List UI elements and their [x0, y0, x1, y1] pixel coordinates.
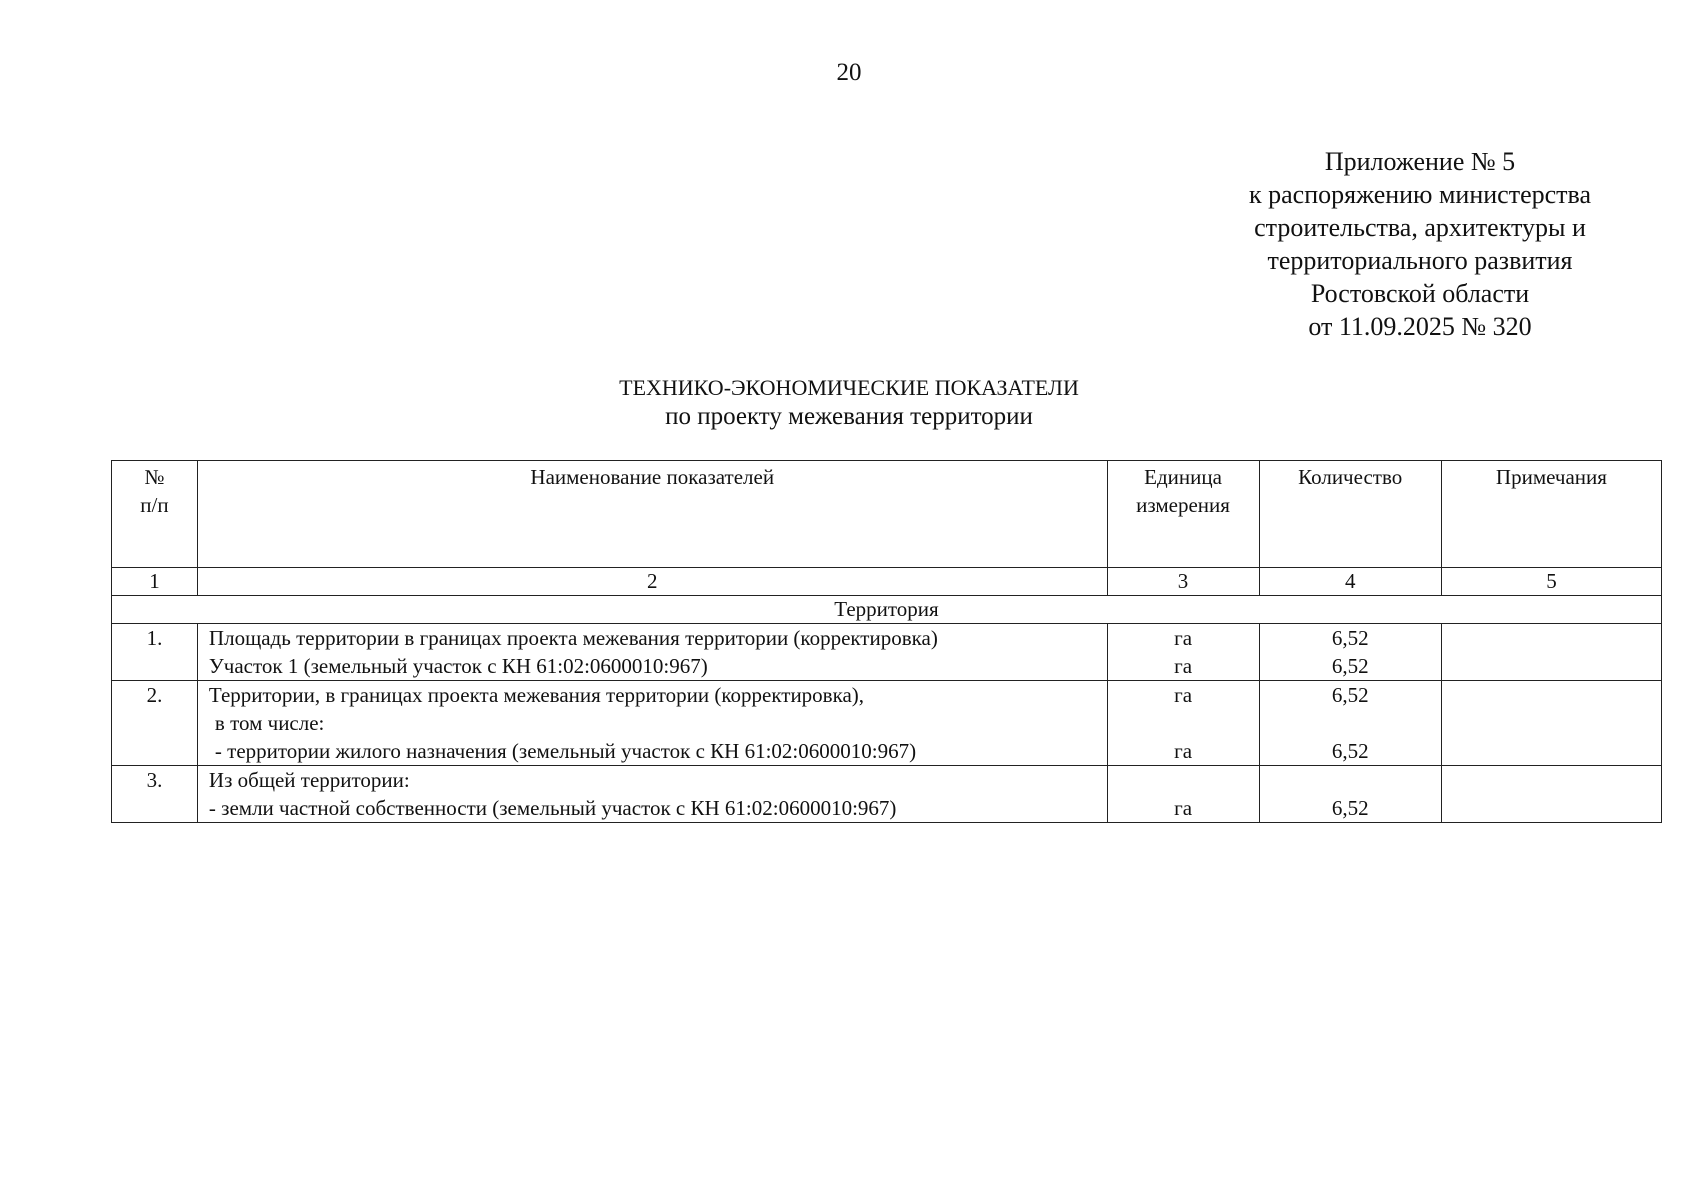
- row-unit: [1107, 681, 1259, 766]
- row-name-line: Из общей территории:: [208, 768, 410, 792]
- header-note: Примечания: [1441, 461, 1661, 568]
- row-name-line: Площадь территории в границах проекта межевания территории (корректировка): [208, 626, 938, 650]
- row-qty-line: 6,52: [1331, 654, 1369, 678]
- header-name: Наименование показателей: [197, 461, 1107, 568]
- row-unit-line: [1114, 709, 1253, 737]
- row-unit-line: га: [1174, 796, 1193, 820]
- row-unit-line: га: [1174, 739, 1193, 763]
- section-row: [112, 596, 1662, 624]
- row-qty-line: 6,52: [1331, 796, 1369, 820]
- row-unit-line: га: [1174, 683, 1193, 707]
- title-line-2: по проекту межевания территории: [665, 403, 1033, 430]
- row-number: 2.: [112, 681, 198, 766]
- appendix-header: [1180, 145, 1660, 343]
- title-line-1: ТЕХНИКО-ЭКОНОМИЧЕСКИЕ ПОКАЗАТЕЛИ: [619, 375, 1079, 400]
- header-num: [112, 461, 198, 568]
- row-name: [197, 766, 1107, 823]
- row-qty-line: [1266, 766, 1435, 794]
- row-qty: [1259, 624, 1441, 681]
- appendix-line: от 11.09.2025 № 320: [1308, 312, 1532, 341]
- appendix-line: Приложение № 5: [1324, 147, 1516, 176]
- column-index: 5: [1441, 568, 1661, 596]
- appendix-line: территориального развития: [1267, 246, 1573, 275]
- header-unit-line: Единица: [1144, 465, 1222, 489]
- table-row: [112, 681, 1662, 766]
- section-title: Территория: [112, 596, 1662, 624]
- column-index: 2: [197, 568, 1107, 596]
- row-note: [1441, 624, 1661, 681]
- row-qty: [1259, 681, 1441, 766]
- row-name: [197, 624, 1107, 681]
- row-unit-line: [1114, 766, 1253, 794]
- table-row: [112, 624, 1662, 681]
- header-num-line: п/п: [140, 493, 169, 517]
- table-row: [112, 766, 1662, 823]
- row-qty: [1259, 766, 1441, 823]
- row-name-line: в том числе:: [214, 711, 325, 735]
- table-header-row: [112, 461, 1662, 568]
- column-index: 4: [1259, 568, 1441, 596]
- row-name: [197, 681, 1107, 766]
- column-index: 3: [1107, 568, 1259, 596]
- row-number: 3.: [112, 766, 198, 823]
- row-unit: [1107, 624, 1259, 681]
- row-name-line: Участок 1 (земельный участок с КН 61:02:0600010:967): [208, 654, 708, 678]
- row-number: 1.: [112, 624, 198, 681]
- row-qty-line: 6,52: [1331, 739, 1369, 763]
- indicators-table: [111, 460, 1662, 823]
- document-title: [0, 373, 1698, 432]
- row-unit: [1107, 766, 1259, 823]
- header-qty: Количество: [1259, 461, 1441, 568]
- column-index: 1: [112, 568, 198, 596]
- header-unit: [1107, 461, 1259, 568]
- header-num-line: №: [144, 465, 165, 489]
- row-name-line: - территории жилого назначения (земельный участок с КН 61:02:0600010:967): [214, 739, 917, 763]
- appendix-line: строительства, архитектуры и: [1254, 213, 1586, 242]
- header-unit-line: измерения: [1136, 493, 1230, 517]
- row-name-line: Территории, в границах проекта межевания территории (корректировка),: [208, 683, 865, 707]
- row-qty-line: 6,52: [1331, 626, 1369, 650]
- appendix-line: к распоряжению министерства: [1248, 180, 1591, 209]
- row-unit-line: га: [1174, 654, 1193, 678]
- column-index-row: [112, 568, 1662, 596]
- row-note: [1441, 766, 1661, 823]
- appendix-line: Ростовской области: [1310, 279, 1530, 308]
- row-unit-line: га: [1174, 626, 1193, 650]
- row-qty-line: [1266, 709, 1435, 737]
- row-qty-line: 6,52: [1331, 683, 1369, 707]
- row-name-line: - земли частной собственности (земельный участок с КН 61:02:0600010:967): [208, 796, 897, 820]
- page-number: 20: [836, 59, 862, 86]
- row-note: [1441, 681, 1661, 766]
